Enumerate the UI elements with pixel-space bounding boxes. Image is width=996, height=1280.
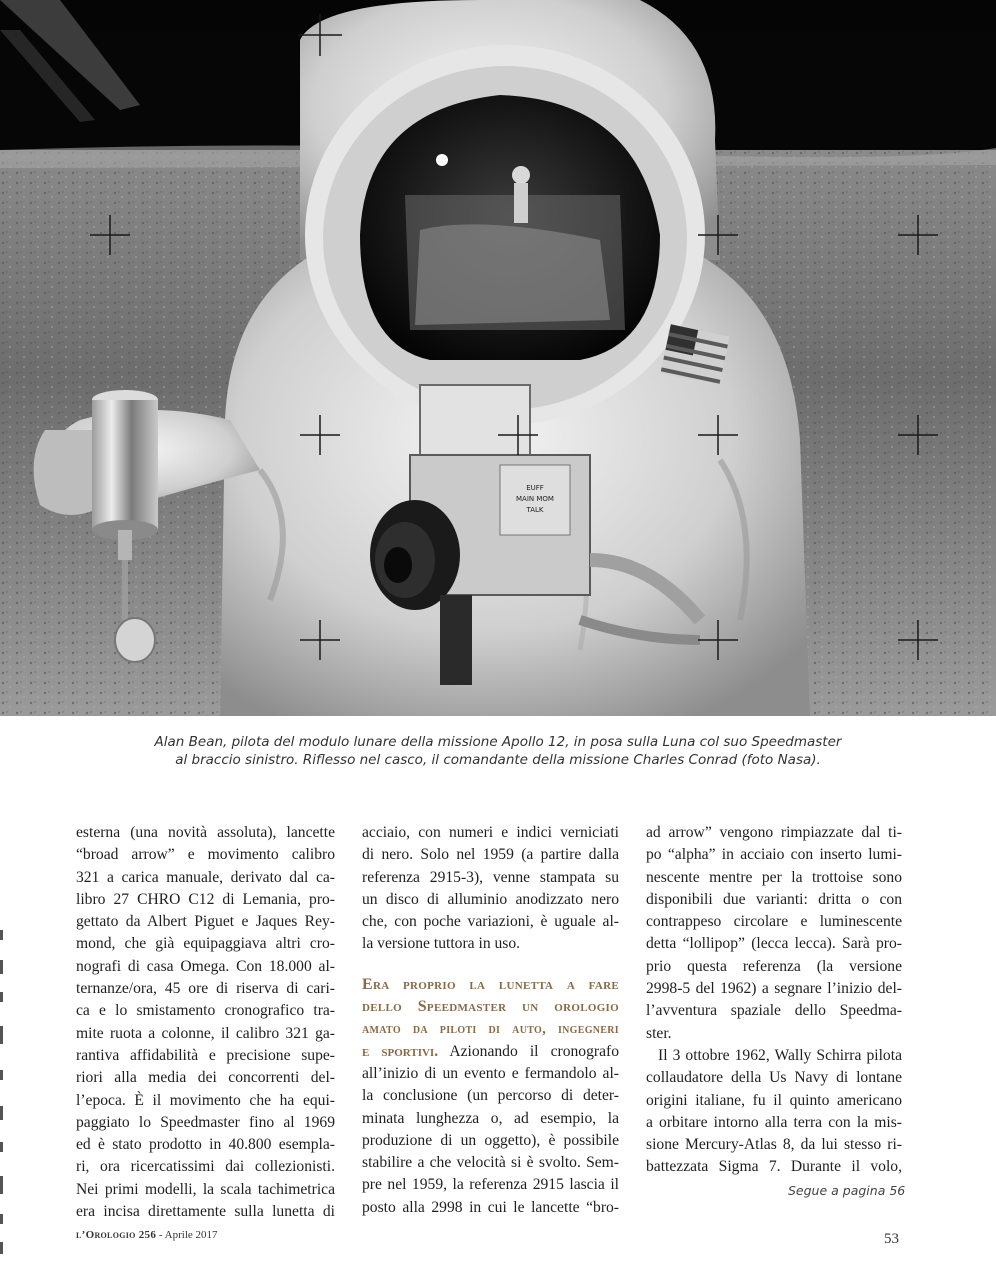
text-line: ternanze/ora, 45 ore di riserva di cari- [76,980,335,998]
pull-quote-tail: e sportivi. [362,1042,439,1060]
text-column-3 [646,822,902,1179]
issue-date: - Aprile 2017 [156,1229,218,1241]
text-line: rantiva affidabilità e precisione supe- [76,1046,335,1064]
pull-quote-line: Era proprio la lunetta a fare [362,975,619,993]
text-line: collaudatore della Us Navy di lontane [646,1069,902,1087]
text-line: ri, ora ricercatissimi dai collezionisti. [76,1158,335,1176]
text-line: disponibili due varianti: dritta o con [646,890,902,908]
text-line: contrappeso circolare e luminescente [646,913,902,931]
photo-caption [110,733,886,769]
text-line: produzione di un oggetto), è possibile [362,1131,619,1149]
text-line: referenza 2915-3), venne stampata su [362,868,619,886]
text-line: 2998-5 del 1962) a segnare l’inizio del- [646,980,902,998]
text-line: sione Mercury-Atlas 8, da lui stesso ri- [646,1136,902,1154]
text-line: era incisa direttamente sulla lunetta di [76,1203,335,1221]
text-line: libro 27 CHRO C12 di Lemania, pro- [76,890,335,908]
text-line: mite ruota a colonne, il calibro 321 ga- [76,1024,335,1042]
text-line: un disco di alluminio anodizzato nero [362,890,619,908]
text-line: paggiato lo Speedmaster fino al 1969 [76,1113,335,1131]
caption-line: al braccio sinistro. Riflesso nel casco, il comandante della missione Charles Conrad (foto Nasa). [175,752,821,768]
svg-text:MAIN MOM: MAIN MOM [516,495,554,503]
text-line: ed è stato prodotto in 40.800 esempla- [76,1136,335,1154]
text-column-1 [76,822,335,1223]
edge-marks [0,930,4,1260]
text-line: origini italiane, fu il quinto americano [646,1091,902,1109]
text-line: l’epoca. È il movimento che ha equi- [76,1091,335,1109]
text-line: ster. [646,1024,672,1042]
text-column-2 [362,822,619,1219]
text-line: gettato da Albert Piguet e Jaques Rey- [76,913,335,931]
svg-text:TALK: TALK [526,506,544,514]
text-line: Nei primi modelli, la scala tachimetrica [76,1180,335,1198]
text-fragment: Azionando il cronografo [438,1042,620,1060]
text-line: minata lunghezza o, ad esempio, la [362,1109,619,1127]
magazine-name: l’Orologio 256 [76,1229,157,1241]
page-number: 53 [884,1231,899,1247]
text-line: ca e lo smistamento cronografico tra- [76,1002,335,1020]
pull-quote [362,974,619,1063]
text-line: prio questa referenza (la versione [646,957,902,975]
text-line: ad arrow” vengono rimpiazzate dal ti- [646,824,902,841]
text-line: pre nel 1959, la referenza 2915 lascia il [362,1176,619,1194]
text-line: all’inizio di un evento e fermandolo al- [362,1064,619,1082]
text-line: la conclusione (un percorso di deter- [362,1087,619,1105]
text-line: posto alla 2998 in cui le lancette “bro- [362,1198,619,1216]
text-line: la versione tuttora in uso. [362,935,521,953]
text-line: nografi di casa Omega. Con 18.000 al- [76,957,335,975]
text-line: 321 a carica manuale, derivato dal ca- [76,868,335,886]
footer-masthead [76,1229,218,1241]
text-line: stabilire a che velocità si è svolto. Sem- [362,1154,619,1172]
text-line: che, con poche variazioni, è uguale al- [362,913,619,931]
pull-quote-line: dello Speedmaster un orologio [362,998,619,1016]
text-line: a orbitare intorno alla terra con la mis- [646,1113,902,1131]
text-line: Il 3 ottobre 1962, Wally Schirra pilota [658,1046,902,1064]
text-line: mond, che già equipaggiava altri cro- [76,935,335,953]
text-line: “broad arrow” e movimento calibro [76,846,335,864]
pull-quote-line: amato da piloti di auto, ingegneri [362,1021,619,1038]
text-line: riori alla media dei concorrenti del- [76,1069,335,1087]
text-line: esterna (una novità assoluta), lancette [76,824,335,841]
text-line: nescente mentre per la trottoise sono [646,868,902,886]
text-line: battezzata Sigma 7. Durante il volo, [646,1158,902,1176]
text-line: l’avventura spaziale dello Speedma- [646,1002,902,1020]
text-line: detta “lollipop” (lecca lecca). Sarà pro- [646,935,902,953]
caption-line: Alan Bean, pilota del modulo lunare della missione Apollo 12, in posa sulla Luna col suo Speedmaster [154,734,842,750]
text-line: po “alpha” in acciaio con inserto lumi- [646,846,902,864]
text-line: acciaio, con numeri e indici verniciati [362,824,619,841]
text-line: di nero. Solo nel 1959 (a partire dalla [362,846,619,864]
continued-note: Segue a pagina 56 [788,1183,906,1198]
pull-quote-tail-line [362,1041,619,1063]
svg-text:EUFF: EUFF [526,484,544,492]
